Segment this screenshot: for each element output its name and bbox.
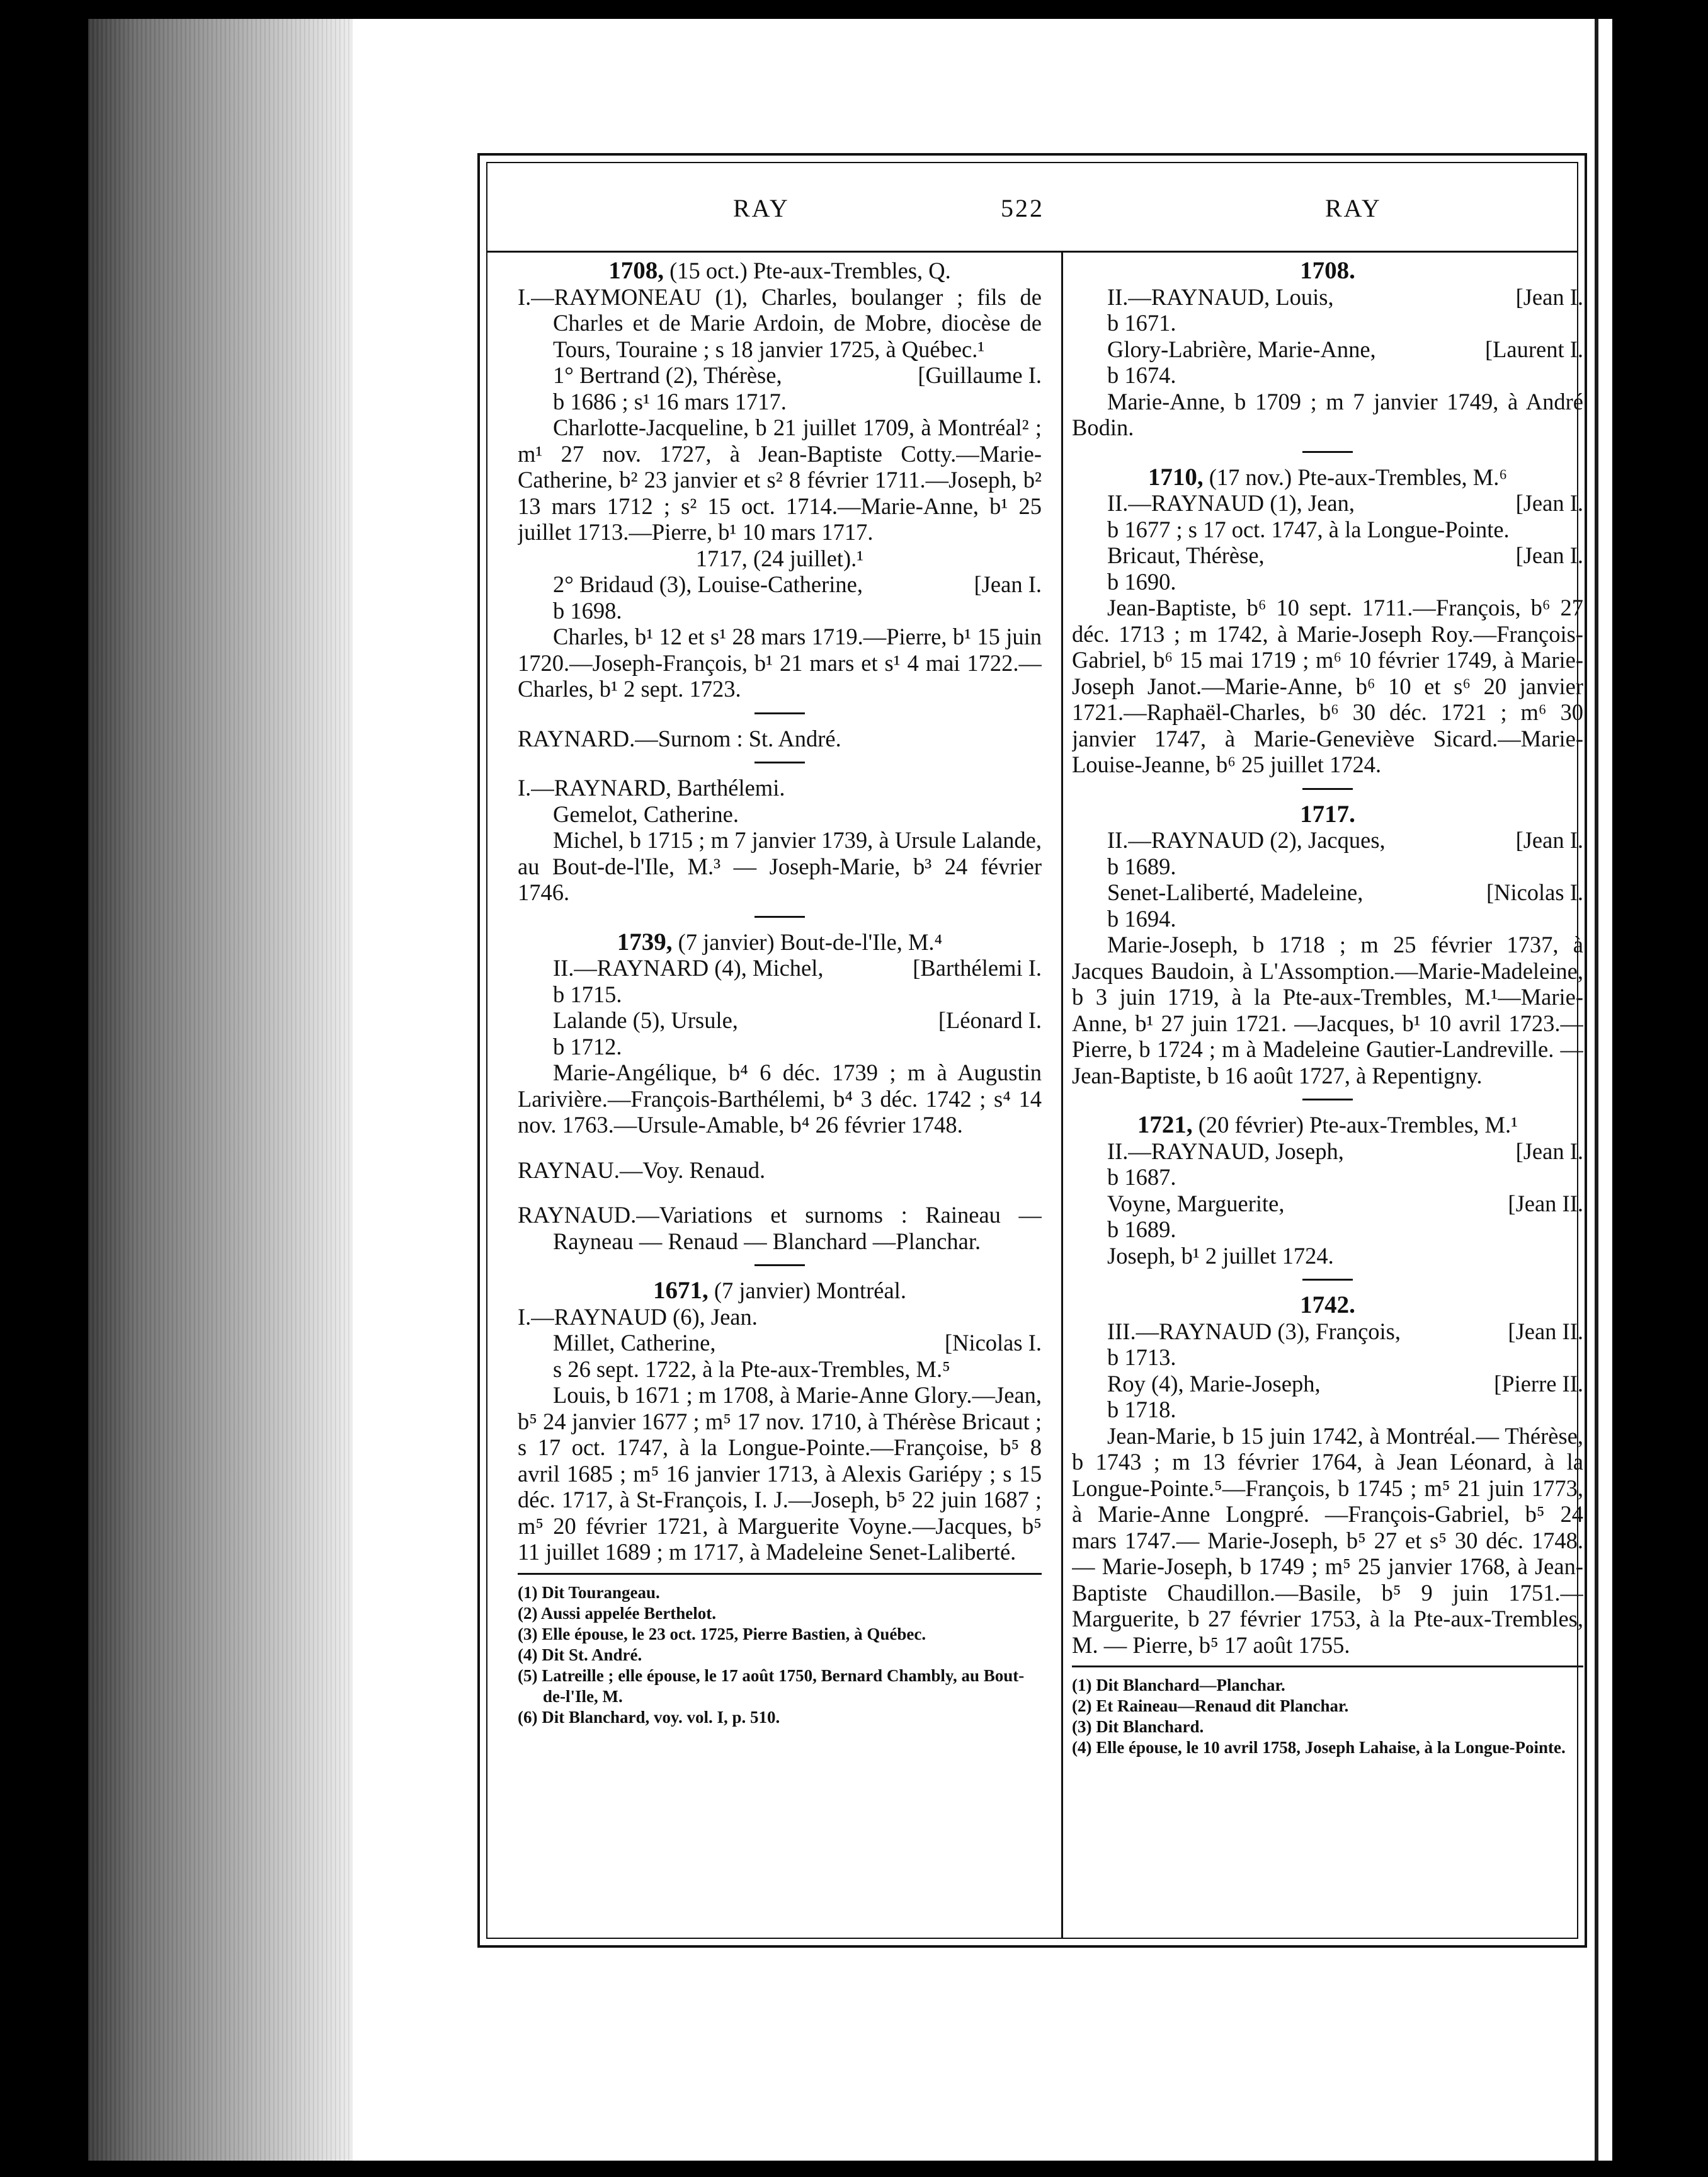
spouse-line [518,955,1042,981]
detail-line: b 1694. [1107,905,1176,932]
spouse-name: Senet-Laliberté, Madeleine, [1107,879,1364,905]
spouse-name: Glory-Labrière, Marie-Anne, [1107,336,1376,362]
footnote: (1) Dit Tourangeau. [518,1582,660,1602]
entry-line: I.—RAYNAUD (6), Jean. [518,1303,758,1330]
spouse-line [1072,336,1583,363]
parent-ref: [Jean I. [1515,542,1583,568]
children-text: Marie-Anne, b 1709 ; m 7 janvier 1749, à André Bodin. [1072,388,1583,440]
spouse-name: 1° Bertrand (2), Thérèse, [553,362,782,388]
footnote: (3) Dit Blanchard. [1072,1717,1204,1736]
children-text: Louis, b 1671 ; m 1708, à Marie-Anne Glory.—Jean, b⁵ 24 janvier 1677 ; m⁵ 17 nov. 1710, à Thérèse Bricaut ; s 17 oct. 1747, à la Longue-Pointe.—Françoise, b⁵ 8 avril 1685 ; m⁵ 16 janvier 1713, à Alexis Gariépy ; s 15 déc. 1717, à St-François, I. J.—Joseph, b⁵ 22 juin 1687 ; m⁵ 20 février 1721, à Marguerite Voyne.—Jacques, b⁵ 11 juillet 1689 ; m 1717, à Madeleine Senet-Laliberté. [518,1382,1042,1565]
spouse-line [1072,284,1583,311]
entry-heading [1072,1112,1583,1138]
parent-ref: [Jean II. [1508,1190,1583,1216]
footnote: (4) Dit St. André. [518,1645,642,1664]
spacer [518,1183,1042,1202]
entry-line: I.—RAYMONEAU (1), Charles, boulanger ; fils de Charles et de Marie Ardoin, de Mobre, diocèse de Tours, Touraine ; s 18 janvier 1725, à Québec.¹ [518,283,1042,362]
detail-line: b 1677 ; s 17 oct. 1747, à la Longue-Pointe. [1107,516,1510,542]
footnote: (5) Latreille ; elle épouse, le 17 août 1750, Bernard Chambly, au Bout-de-l'Ile, M. [518,1666,1025,1706]
spouse-name: Voyne, Marguerite, [1107,1190,1285,1216]
children-text: Jean-Marie, b 15 juin 1742, à Montréal.— Thérèse, b 1743 ; m 13 février 1764, à Jean Léonard, à la Longue-Pointe.⁵—François, b 1745 ; m⁵ 21 juin 1773, à Marie-Anne Longpré. —François-Gabriel, b⁵ 24 mars 1747.— Marie-Joseph, b⁵ 27 et s⁵ 30 déc. 1748. — Marie-Joseph, b 1749 ; m⁵ 25 janvier 1768, à Jean-Baptiste Chaudillon.—Basile, b⁵ 9 juin 1751.—Marguerite, b 27 février 1753, à la Pte-aux-Trembles, M. — Pierre, b⁵ 17 août 1755. [1072,1422,1583,1658]
spouse-line [1072,1138,1583,1165]
entry-heading [1072,801,1583,828]
parent-ref: [Laurent I. [1484,336,1583,362]
spouse-line [518,362,1042,389]
page-edge-band [1612,19,1656,2161]
entry-heading [1072,464,1583,491]
footnote-rule [1072,1666,1583,1667]
section-rule [754,762,805,763]
parent-ref: [Jean I. [1515,490,1583,516]
footnote: (2) Aussi appelée Berthelot. [518,1603,716,1623]
footnote: (2) Et Raineau—Renaud dit Planchar. [1072,1696,1349,1715]
entry-year: 1708, [608,257,664,284]
spouse-name: II.—RAYNAUD (2), Jacques, [1107,827,1386,853]
parent-ref: [Nicolas I. [1486,879,1583,905]
detail-line: b 1698. [553,597,622,624]
children-text: Charlotte-Jacqueline, b 21 juillet 1709, à Montréal² ; m¹ 27 nov. 1727, à Jean-Baptiste Cotty.—Marie-Catherine, b² 23 janvier et s² 8 février 1711.—Joseph, b² 13 mars 1712 ; s² 15 oct. 1714.—Marie-Anne, b¹ 25 juillet 1713.—Pierre, b¹ 10 mars 1717. [518,414,1042,545]
spouse-name: II.—RAYNAUD, Louis, [1107,283,1334,310]
detail-line: b 1689. [1107,853,1176,879]
detail-line: s 26 sept. 1722, à la Pte-aux-Trembles, M.⁵ [553,1356,950,1382]
spouse-name: Roy (4), Marie-Joseph, [1107,1370,1321,1397]
spouse-line [518,1330,1042,1356]
children-text: Michel, b 1715 ; m 7 janvier 1739, à Ursule Lalande, au Bout-de-l'Ile, M.³ — Joseph-Marie, b³ 24 février 1746. [518,827,1042,905]
entry-year: 1708. [1300,257,1355,284]
spouse-name: Lalande (5), Ursule, [553,1007,738,1033]
parent-ref: [Nicolas I. [944,1330,1042,1356]
surname-line: RAYNARD.—Surnom : St. André. [518,725,841,751]
entry-heading [518,929,1042,956]
detail-line: b 1671. [1107,310,1176,336]
surname-line: RAYNAU.—Voy. Renaud. [518,1157,766,1183]
parent-ref: [Jean I. [1515,1138,1583,1164]
section-rule [1302,1279,1353,1281]
footnote: (3) Elle épouse, le 23 oct. 1725, Pierre Bastien, à Québec. [518,1624,926,1643]
right-column [1072,251,1583,1758]
entry-place: (15 oct.) Pte-aux-Trembles, Q. [663,258,951,283]
date-line: 1717, (24 juillet).¹ [695,545,864,571]
parent-ref: [Jean I. [1515,827,1583,853]
book-binding-shadow [88,19,353,2161]
parent-ref: [Jean I. [974,571,1042,597]
page-edge-line [1595,19,1598,2161]
spouse-line [1072,1371,1583,1397]
footnote: (1) Dit Blanchard—Planchar. [1072,1676,1285,1694]
header-right: RAY [1325,194,1382,222]
inner-frame [486,162,1583,1939]
header-left: RAY [733,194,790,222]
parent-ref: [Léonard I. [938,1007,1042,1033]
entry-place: (7 janvier) Montréal. [708,1277,906,1303]
parent-ref: [Jean II. [1508,1318,1583,1344]
detail-line: b 1690. [1107,568,1176,595]
entry-place: (17 nov.) Pte-aux-Trembles, M.⁶ [1203,464,1508,490]
detail-line: b 1689. [1107,1216,1176,1242]
children-text: Jean-Baptiste, b⁶ 10 sept. 1711.—François, b⁶ 27 déc. 1713 ; m 1742, à Marie-Joseph Roy.—François-Gabriel, b⁶ 15 mai 1719 ; m⁶ 10 février 1749, à Marie-Joseph Janot.—Marie-Anne, b⁶ 10 et s⁶ 20 janvier 1721.—Raphaël-Charles, b⁶ 30 déc. 1721 ; m⁶ 30 janvier 1747, à Marie-Geneviève Sicard.—Marie-Louise-Jeanne, b⁶ 25 juillet 1724. [1072,595,1583,777]
section-rule [1302,788,1353,790]
spacer [518,1138,1042,1157]
detail-line: b 1674. [1107,362,1176,388]
entry-line: I.—RAYNARD, Barthélemi. [518,775,785,801]
section-rule [754,712,805,714]
detail-line: b 1687. [1107,1164,1176,1190]
entry-year: 1717. [1300,800,1355,828]
spouse-line [518,571,1042,598]
parent-ref: [Pierre II. [1494,1370,1583,1397]
footnote: (6) Dit Blanchard, voy. vol. I, p. 510. [518,1707,780,1727]
left-column [518,251,1042,1728]
detail-line: b 1686 ; s¹ 16 mars 1717. [553,388,787,414]
entry-heading [1072,258,1583,284]
spouse-name: III.—RAYNAUD (3), François, [1107,1318,1401,1344]
entry-year: 1721, [1137,1111,1193,1138]
spouse-name: II.—RAYNAUD (1), Jean, [1107,490,1355,516]
spouse-line [1072,827,1583,854]
section-rule [1302,451,1353,453]
parent-ref: [Barthélemi I. [913,955,1042,981]
footnote-rule [518,1573,1042,1575]
entry-heading [518,1277,1042,1304]
spouse-line [1072,542,1583,569]
children-text: Marie-Angélique, b⁴ 6 déc. 1739 ; m à Augustin Larivière.—François-Barthélemi, b⁴ 3 déc. 1742 ; s⁴ 14 nov. 1763.—Ursule-Amable, b⁴ 26 février 1748. [518,1060,1042,1138]
spouse-line [1072,1191,1583,1217]
spouse-line [1072,1318,1583,1345]
page-number: 522 [1001,194,1044,222]
entry-year: 1742. [1300,1291,1355,1318]
entry-place: (20 février) Pte-aux-Trembles, M.¹ [1192,1112,1518,1138]
section-rule [1302,1099,1353,1100]
column-rule [1061,251,1063,1938]
spouse-name: II.—RAYNAUD, Joseph, [1107,1138,1344,1164]
page-header [487,163,1577,251]
entry-place: (7 janvier) Bout-de-l'Ile, M.⁴ [672,929,943,955]
spouse-name: Bricaut, Thérèse, [1107,542,1265,568]
spouse-line [1072,879,1583,906]
entry-year: 1710, [1147,463,1204,491]
spouse-line [518,1007,1042,1034]
spouse-name: II.—RAYNARD (4), Michel, [553,955,824,981]
spouse-name: Millet, Catherine, [553,1330,716,1356]
section-rule [754,1264,805,1266]
spouse-line [1072,490,1583,517]
detail-line: Gemelot, Catherine. [553,801,739,827]
entry-year: 1671, [653,1277,709,1304]
page-frame [477,153,1587,1948]
entry-line: RAYNAUD.—Variations et surnoms : Raineau —Rayneau — Renaud — Blanchard —Planchar. [518,1202,1042,1254]
detail-line: b 1712. [553,1033,622,1060]
footnote: (4) Elle épouse, le 10 avril 1758, Joseph Lahaise, à la Longue-Pointe. [1072,1738,1566,1757]
children-text: Marie-Joseph, b 1718 ; m 25 février 1737, à Jacques Baudoin, à L'Assomption.—Marie-Madeleine, b 3 juin 1719, à la Pte-aux-Trembles, M.¹—Marie-Anne, b¹ 27 juin 1721. —Jacques, b¹ 10 avril 1723.—Pierre, b 1724 ; m à Madeleine Gautier-Landreville. — Jean-Baptiste, b 16 août 1727, à Repentigny. [1072,932,1583,1088]
entry-heading [1072,1292,1583,1318]
parent-ref: [Guillaume I. [918,362,1042,388]
children-text: Joseph, b¹ 2 juillet 1724. [1107,1242,1334,1269]
parent-ref: [Jean I. [1515,283,1583,310]
detail-line: b 1715. [553,981,622,1007]
children-text: Charles, b¹ 12 et s¹ 28 mars 1719.—Pierre, b¹ 15 juin 1720.—Joseph-François, b¹ 21 mars et s¹ 4 mai 1722.—Charles, b¹ 2 sept. 1723. [518,624,1042,702]
entry-heading [518,258,1042,284]
spouse-name: 2° Bridaud (3), Louise-Catherine, [553,571,863,597]
section-rule [754,916,805,918]
entry-year: 1739, [617,928,673,956]
detail-line: b 1713. [1107,1344,1176,1370]
detail-line: b 1718. [1107,1397,1176,1422]
